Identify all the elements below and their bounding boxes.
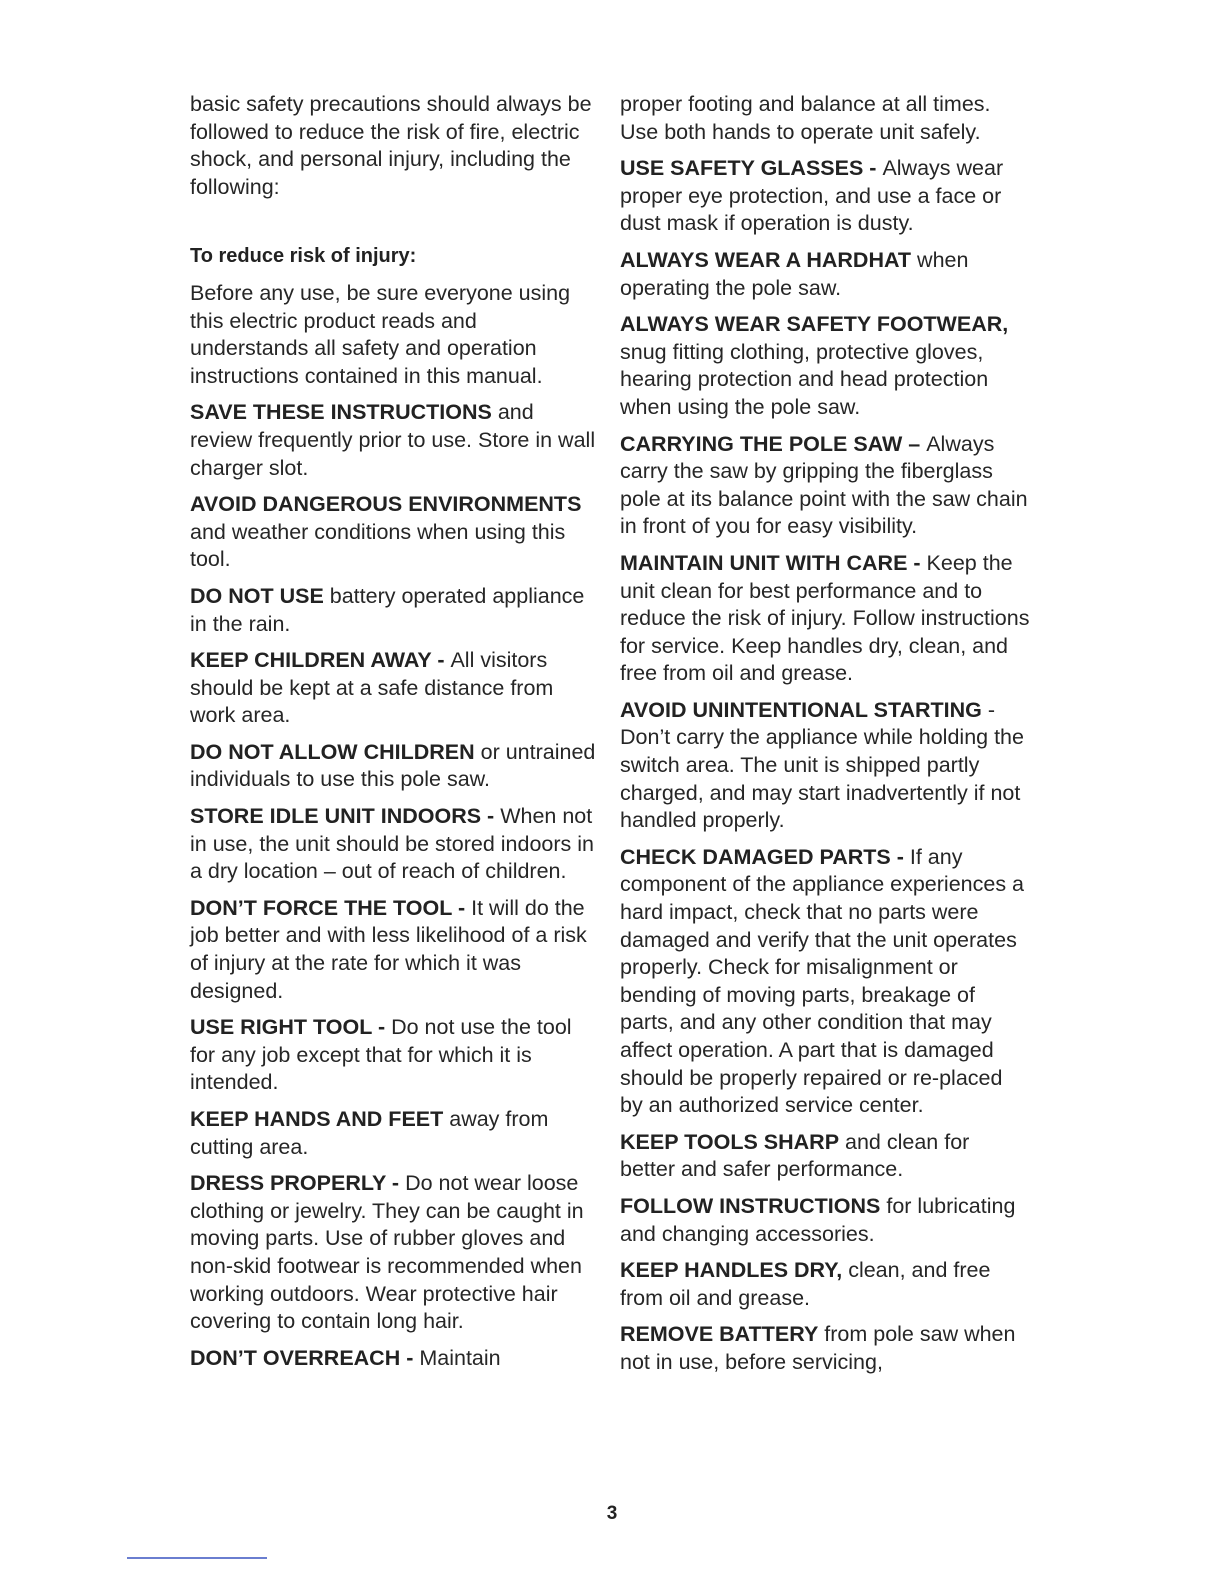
right-column: [620, 91, 1030, 1377]
paragraph-heading: AVOID UNINTENTIONAL STARTING: [620, 697, 982, 722]
paragraph-text: clean, and free from oil and grease.: [620, 1258, 991, 1310]
paragraph-heading: USE RIGHT TOOL -: [190, 1015, 392, 1040]
paragraph-maintain-unit: [620, 550, 1030, 688]
paragraph-text: from pole saw when not in use, before servicing,: [620, 1322, 1016, 1374]
paragraph-store-idle-unit: [190, 803, 600, 886]
paragraph-heading: FOLLOW INSTRUCTIONS: [620, 1193, 881, 1218]
paragraph-heading: KEEP CHILDREN AWAY -: [190, 648, 451, 673]
paragraph-heading: STORE IDLE UNIT INDOORS -: [190, 804, 501, 829]
paragraph-text: Keep the unit clean for best performance and to reduce the risk of injury. Follow instructions for service. Keep handles dry, clean, and free from oil and grease.: [620, 550, 1030, 686]
paragraph-remove-battery: [620, 1321, 1030, 1376]
paragraph-keep-hands-feet: [190, 1106, 600, 1161]
paragraph-heading: MAINTAIN UNIT WITH CARE -: [620, 550, 927, 575]
paragraph-text: - Don’t carry the appliance while holding the switch area. The unit is shipped partly charged, and may start inadvertently if not handled properly.: [620, 697, 1024, 833]
paragraph-heading: KEEP TOOLS SHARP: [620, 1129, 840, 1154]
paragraph-text: All visitors should be kept at a safe distance from work area.: [190, 648, 554, 728]
paragraph-text: Before any use, be sure everyone using this electric product reads and understands all safety and operation instructions contained in this manual.: [190, 280, 571, 388]
paragraph-do-not-allow-children: [190, 739, 600, 794]
page-number: 3: [606, 1503, 618, 1524]
paragraph-text: and review frequently prior to use. Store in wall charger slot.: [190, 400, 596, 480]
paragraph-text: Maintain: [419, 1345, 501, 1370]
paragraph-use-right-tool: [190, 1014, 600, 1097]
paragraph-follow-instructions: [620, 1193, 1030, 1248]
paragraph-do-not-use: [190, 583, 600, 638]
paragraph-dont-force-tool: [190, 895, 600, 1005]
paragraph-save-instructions: [190, 399, 600, 482]
paragraph-keep-children-away: [190, 647, 600, 730]
paragraph-heading: DO NOT USE: [190, 583, 324, 608]
paragraph-heading: DON’T FORCE THE TOOL -: [190, 895, 472, 920]
paragraph-avoid-environments: [190, 491, 600, 574]
paragraph-unintentional-starting: [620, 697, 1030, 835]
paragraph-heading: REMOVE BATTERY: [620, 1322, 819, 1347]
paragraph-text: for lubricating and changing accessories.: [620, 1193, 1016, 1246]
paragraph-text: It will do the job better and with less likelihood of a risk of injury at the rate for which it was designed.: [190, 895, 587, 1003]
paragraph-heading: ALWAYS WEAR SAFETY FOOTWEAR,: [620, 312, 1009, 337]
paragraph-heading: CHECK DAMAGED PARTS -: [620, 844, 910, 869]
paragraph-text: away from cutting area.: [190, 1107, 549, 1159]
paragraph-heading: AVOID DANGEROUS ENVIRONMENTS: [190, 492, 582, 517]
section-subheading: To reduce risk of injury:: [190, 245, 417, 268]
paragraph-heading: ALWAYS WEAR A HARDHAT: [620, 247, 912, 272]
paragraph-text: or untrained individuals to use this pole saw.: [190, 739, 596, 792]
paragraph-text: battery operated appliance in the rain.: [190, 583, 585, 636]
paragraph-hardhat: [620, 247, 1030, 302]
paragraph-keep-tools-sharp: [620, 1129, 1030, 1184]
paragraph-safety-footwear: [620, 311, 1030, 421]
paragraph-text: When not in use, the unit should be stored indoors in a dry location – out of reach of children.: [190, 804, 594, 884]
paragraph-heading: KEEP HANDLES DRY,: [620, 1258, 843, 1283]
paragraph-heading: SAVE THESE INSTRUCTIONS: [190, 400, 492, 425]
paragraph-text: and clean for better and safer performance.: [620, 1129, 970, 1182]
paragraph-heading: CARRYING THE POLE SAW –: [620, 431, 927, 456]
paragraph-text: Do not use the tool for any job except that for which it is intended.: [190, 1015, 572, 1095]
paragraph-heading: DON’T OVERREACH -: [190, 1345, 420, 1370]
paragraph-text: snug fitting clothing, protective gloves, hearing protection and head protection when using the pole saw.: [620, 339, 989, 419]
paragraph-text: proper footing and balance at all times. Use both hands to operate unit safely.: [620, 92, 991, 144]
paragraph-heading: DO NOT ALLOW CHILDREN: [190, 739, 475, 764]
paragraph-text: Always carry the saw by gripping the fiberglass pole at its balance point with the saw chain in front of you for easy visibility.: [620, 431, 1028, 539]
paragraph-text: and weather conditions when using this tool.: [190, 519, 566, 572]
paragraph-heading: KEEP HANDS AND FEET: [190, 1107, 444, 1131]
paragraph-dont-overreach: [190, 1345, 600, 1373]
footer-rule: [127, 1557, 267, 1559]
paragraph-text: If any component of the appliance experiences a hard impact, check that no parts were damaged and verify that the unit operates properly. Check for misalignment or bending of moving parts, breakage of parts, and any other condition that may affect operation. A part that is damaged should be properly repaired or re-placed by an authorized service center.: [620, 844, 1024, 1118]
paragraph-text: Do not wear loose clothing or jewelry. They can be caught in moving parts. Use of rubber gloves and non-skid footwear is recommended when working outdoors. Wear protective hair covering to contain long hair.: [190, 1171, 584, 1334]
left-column: [190, 91, 600, 1372]
paragraph-heading: DRESS PROPERLY -: [190, 1171, 406, 1196]
paragraph-keep-handles-dry: [620, 1257, 1030, 1312]
paragraph-heading: USE SAFETY GLASSES -: [620, 156, 883, 181]
paragraph-dress-properly: [190, 1170, 600, 1336]
paragraph-carrying-pole-saw: [620, 431, 1030, 541]
paragraph-check-damaged-parts: [620, 844, 1030, 1120]
paragraph-general-use: [190, 280, 600, 390]
paragraph-text: Always wear proper eye protection, and use a face or dust mask if operation is dusty.: [620, 156, 1004, 236]
intro-paragraph: basic safety precautions should always be followed to reduce the risk of fire, electric shock, and personal injury, including the following:: [190, 92, 592, 199]
paragraph-text: when operating the pole saw.: [620, 247, 969, 300]
paragraph-footing-continued: [620, 91, 1030, 146]
paragraph-safety-glasses: [620, 155, 1030, 238]
